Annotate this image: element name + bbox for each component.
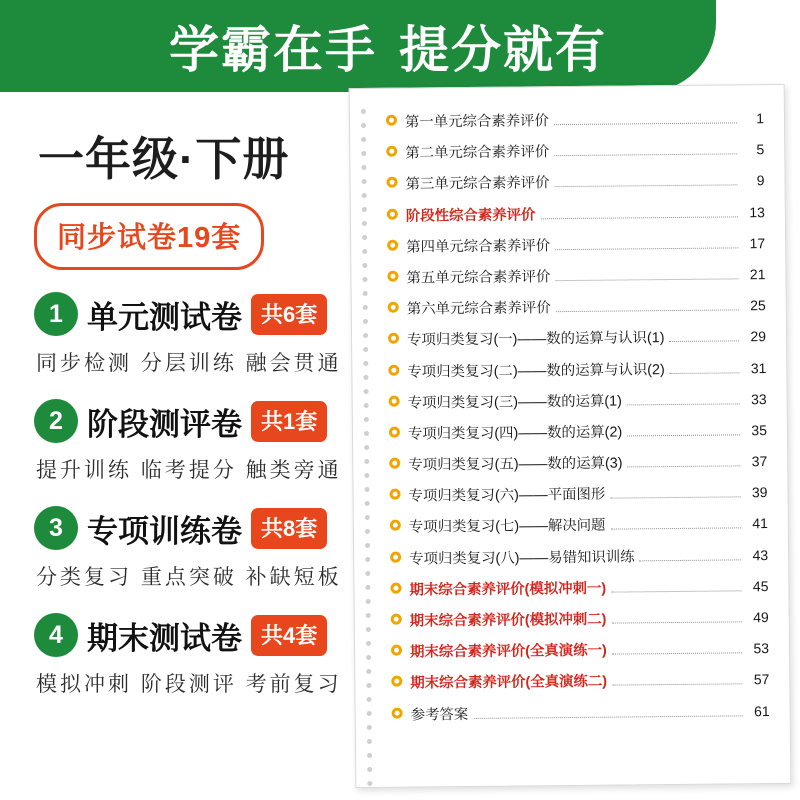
toc-entry-label: 期末综合素养评价(模拟冲刺一) <box>409 580 607 599</box>
feature-block-3 <box>34 506 360 591</box>
toc-leader-dots <box>611 620 741 623</box>
toc-entry-label: 专项归类复习(六)——平面图形 <box>408 486 606 505</box>
toc-entry-label: 期末综合素养评价(全真演练二) <box>410 674 608 692</box>
toc-entry-page: 61 <box>753 702 770 719</box>
toc-entry[interactable] <box>386 169 764 204</box>
bullet-icon <box>390 582 401 593</box>
toc-entry-page: 41 <box>752 515 768 532</box>
toc-entry[interactable] <box>386 107 764 142</box>
bullet-icon <box>387 271 398 282</box>
toc-entry-page: 45 <box>752 577 769 595</box>
toc-entry-page: 35 <box>751 421 768 439</box>
toc-entry-page: 57 <box>753 671 770 688</box>
toc-entry[interactable] <box>389 419 767 454</box>
toc-leader-dots <box>627 433 740 436</box>
feature-subtitle: 同步检测 分层训练 融会贯通 <box>36 351 342 375</box>
toc-leader-dots <box>554 153 737 157</box>
toc-entry[interactable] <box>389 388 767 423</box>
bullet-icon <box>388 364 399 375</box>
toc-leader-dots <box>555 277 738 281</box>
bullet-icon <box>386 146 397 157</box>
toc-entry-page: 1 <box>756 110 765 127</box>
toc-entry-label: 第四单元综合素养评价 <box>406 237 551 256</box>
toc-entry-label: 专项归类复习(五)——数的运算(3) <box>408 455 623 474</box>
feature-head <box>34 506 360 551</box>
toc-entry[interactable] <box>387 232 765 267</box>
toc-entry-page: 49 <box>753 609 769 626</box>
feature-head <box>34 613 360 658</box>
page-title <box>109 10 607 82</box>
sync-papers-badge: 同步试卷19套 <box>34 203 264 270</box>
header-banner <box>0 0 716 92</box>
bullet-icon <box>387 177 398 188</box>
toc-entry-page: 33 <box>750 390 767 407</box>
toc-entry[interactable] <box>390 513 768 548</box>
toc-entry[interactable] <box>390 575 768 610</box>
toc-leader-dots <box>670 371 740 374</box>
toc-entry-label: 参考答案 <box>410 706 469 724</box>
toc-entry-page: 31 <box>750 359 767 376</box>
toc-entry-label: 第五单元综合素养评价 <box>406 269 551 287</box>
toc-entry-label: 第三单元综合素养评价 <box>405 175 550 193</box>
bullet-icon <box>388 302 399 313</box>
toc-leader-dots <box>611 527 741 530</box>
bullet-icon <box>389 458 400 469</box>
toc-leader-dots <box>628 464 741 467</box>
table-of-contents-list <box>350 85 791 787</box>
toc-entry-page: 5 <box>756 141 765 158</box>
bullet-icon <box>388 333 399 344</box>
toc-entry[interactable] <box>389 450 767 485</box>
toc-leader-dots <box>627 402 740 405</box>
toc-entry-label: 专项归类复习(一)——数的运算与认识(1) <box>407 330 665 349</box>
bullet-icon <box>392 707 403 718</box>
bullet-icon <box>386 115 397 126</box>
toc-leader-dots <box>556 308 739 312</box>
feature-count-tag: 共1套 <box>251 401 327 442</box>
toc-entry-label: 期末综合素养评价(模拟冲刺二) <box>409 611 607 630</box>
feature-number-badge: 4 <box>34 613 78 657</box>
toc-leader-dots <box>640 558 742 561</box>
toc-entry-label: 第二单元综合素养评价 <box>405 144 550 162</box>
bullet-icon <box>387 239 398 250</box>
bullet-icon <box>387 208 398 219</box>
left-column <box>0 92 360 800</box>
toc-leader-dots <box>554 121 737 125</box>
feature-block-2 <box>34 399 360 484</box>
bullet-icon <box>390 551 401 562</box>
feature-head <box>34 399 360 444</box>
toc-leader-dots <box>555 184 738 188</box>
feature-block-4 <box>34 613 360 698</box>
toc-leader-dots <box>670 340 740 343</box>
toc-entry-label: 专项归类复习(三)——数的运算(1) <box>407 393 623 412</box>
bullet-icon <box>391 614 402 625</box>
feature-block-1 <box>34 292 360 377</box>
toc-entry-page: 9 <box>756 172 765 189</box>
bullet-icon <box>391 676 402 687</box>
toc-entry-page: 25 <box>750 297 766 314</box>
toc-leader-dots <box>612 683 742 686</box>
toc-entry-label: 第六单元综合素养评价 <box>406 300 551 318</box>
toc-leader-dots <box>612 652 742 655</box>
toc-leader-dots <box>555 246 738 250</box>
toc-entry-page: 17 <box>749 234 766 252</box>
toc-entry[interactable] <box>387 263 765 298</box>
bullet-icon <box>390 520 401 531</box>
feature-name: 阶段测评卷 <box>87 406 242 442</box>
toc-entry-label: 第一单元综合素养评价 <box>404 113 549 131</box>
toc-entry-page: 39 <box>751 484 768 501</box>
feature-number-badge: 1 <box>34 292 78 336</box>
toc-entry[interactable] <box>389 481 767 516</box>
header-title-right: 提分就有 <box>399 22 607 78</box>
toc-entry[interactable] <box>392 700 770 735</box>
toc-entry[interactable] <box>388 325 766 360</box>
toc-entry-page: 53 <box>753 640 770 657</box>
toc-entry[interactable] <box>391 637 769 672</box>
toc-leader-dots <box>610 496 740 499</box>
feature-name: 专项训练卷 <box>87 513 242 549</box>
bullet-icon <box>389 395 400 406</box>
table-of-contents-panel <box>349 84 792 788</box>
toc-entry-page: 37 <box>751 453 768 470</box>
toc-entry-page: 43 <box>752 546 769 563</box>
bullet-icon <box>389 427 400 438</box>
toc-entry-label: 专项归类复习(七)——解决问题 <box>408 518 606 536</box>
feature-subtitle: 分类复习 重点突破 补缺短板 <box>36 565 342 589</box>
feature-head <box>34 292 360 337</box>
toc-leader-dots <box>540 215 737 219</box>
toc-entry[interactable] <box>391 668 769 703</box>
feature-subtitle: 提升训练 临考提分 触类旁通 <box>36 458 342 482</box>
toc-entry[interactable] <box>388 294 766 329</box>
feature-count-tag: 共4套 <box>251 615 327 656</box>
feature-name: 期末测试卷 <box>87 620 242 656</box>
bullet-icon <box>390 489 401 500</box>
bullet-icon <box>391 645 402 656</box>
feature-count-tag: 共6套 <box>251 294 327 335</box>
grade-label: 一年级·下册 <box>38 133 290 185</box>
toc-leader-dots <box>611 589 741 592</box>
toc-entry[interactable] <box>386 138 764 173</box>
toc-entry-label: 专项归类复习(四)——数的运算(2) <box>407 424 623 443</box>
header-title-left: 学霸在手 <box>169 22 377 78</box>
toc-entry-label: 专项归类复习(二)——数的运算与认识(2) <box>407 361 665 381</box>
toc-entry-label: 期末综合素养评价(全真演练一) <box>409 642 607 661</box>
toc-entry-page: 13 <box>749 203 765 220</box>
feature-name: 单元测试卷 <box>87 299 242 335</box>
toc-entry[interactable] <box>390 544 768 579</box>
feature-number-badge: 2 <box>34 399 78 443</box>
feature-count-tag: 共8套 <box>251 508 327 549</box>
toc-entry-page: 29 <box>750 328 767 345</box>
feature-number-badge: 3 <box>34 506 78 550</box>
feature-subtitle: 模拟冲刺 阶段测评 考前复习 <box>36 672 342 696</box>
toc-entry-label: 专项归类复习(八)——易错知识训练 <box>409 549 635 568</box>
toc-entry[interactable] <box>391 606 769 641</box>
toc-entry[interactable] <box>388 357 766 392</box>
toc-entry-page: 21 <box>749 266 766 283</box>
toc-leader-dots <box>473 714 742 719</box>
toc-entry[interactable] <box>387 201 765 236</box>
toc-entry-label: 阶段性综合素养评价 <box>405 206 536 225</box>
